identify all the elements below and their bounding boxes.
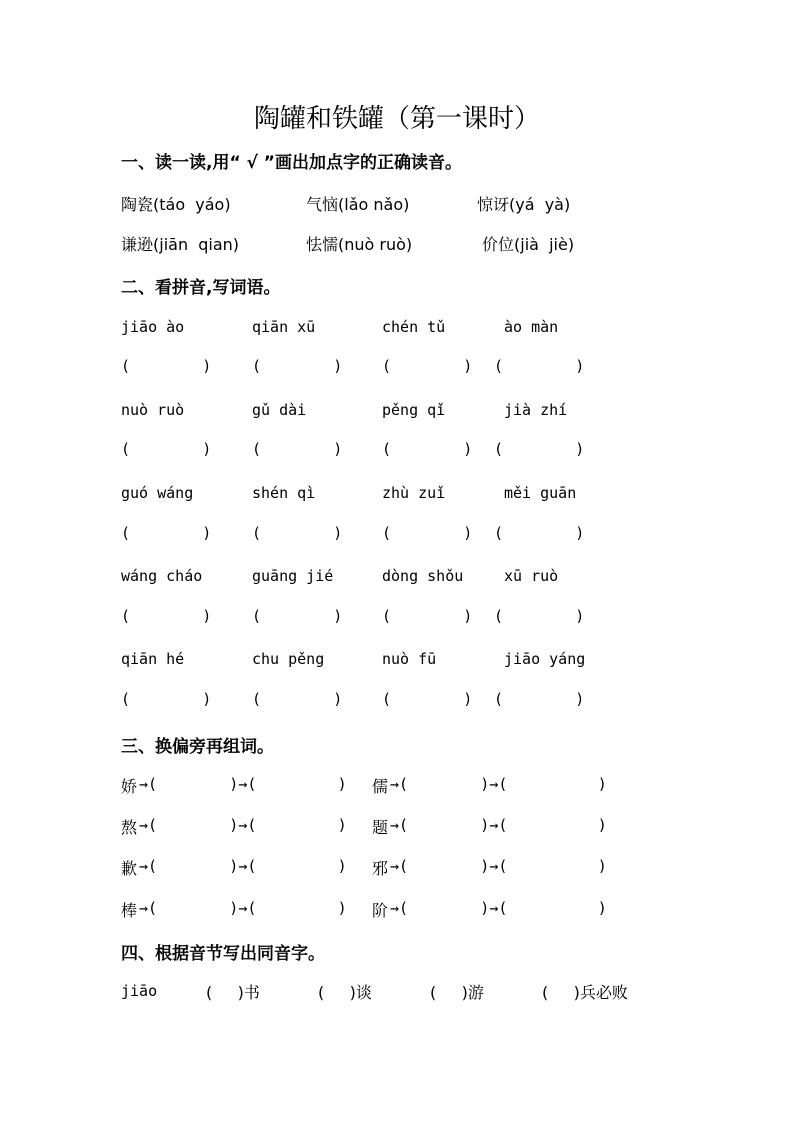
word-chain-blank[interactable]: →( )→( )	[139, 816, 347, 834]
radical-char: 棒	[121, 901, 138, 920]
word-chain-blank[interactable]: →( )→( )	[139, 899, 347, 917]
answer-blank[interactable]: ( )	[121, 690, 212, 708]
answer-blank[interactable]: ( )	[382, 690, 473, 708]
word-chain-blank[interactable]: →( )→( )	[390, 775, 607, 793]
radical-char: 歉	[121, 859, 138, 878]
pinyin-item: měi guān	[504, 484, 577, 502]
pinyin-item: guó wáng	[121, 484, 194, 502]
radical-char: 阶	[372, 901, 389, 920]
section-4-heading: 四、根据音节写出同音字。	[121, 944, 325, 964]
word-chain-blank[interactable]: →( )→( )	[390, 857, 607, 875]
answer-blank[interactable]: ( )	[252, 357, 343, 375]
word-chain-blank[interactable]: →( )→( )	[390, 816, 607, 834]
syllable-label: jiāo	[121, 982, 158, 1000]
homophone-blank[interactable]: ( )书	[206, 983, 260, 1002]
answer-blank[interactable]: ( )	[382, 357, 473, 375]
pinyin-item: zhù zuǐ	[382, 484, 446, 502]
pinyin-item: pěng qǐ	[382, 401, 446, 419]
reading-item: 陶瓷(táo yáo)	[121, 195, 231, 214]
reading-item: 价位(jià jiè)	[482, 235, 575, 254]
section-3-heading: 三、换偏旁再组词。	[121, 737, 274, 757]
radical-char: 娇	[121, 777, 138, 796]
answer-blank[interactable]: ( )	[382, 524, 473, 542]
answer-blank[interactable]: ( )	[494, 524, 585, 542]
pinyin-item: jiāo ào	[121, 318, 185, 336]
pinyin-item: qiān hé	[121, 650, 185, 668]
pinyin-item: qiān xū	[252, 318, 316, 336]
answer-blank[interactable]: ( )	[252, 440, 343, 458]
pinyin-item: shén qì	[252, 484, 316, 502]
radical-char: 儒	[372, 777, 389, 796]
word-chain-blank[interactable]: →( )→( )	[139, 857, 347, 875]
answer-blank[interactable]: ( )	[494, 357, 585, 375]
answer-blank[interactable]: ( )	[252, 690, 343, 708]
answer-blank[interactable]: ( )	[252, 524, 343, 542]
pinyin-item: gǔ dài	[252, 401, 307, 419]
pinyin-item: nuò fū	[382, 650, 437, 668]
pinyin-item: nuò ruò	[121, 401, 185, 419]
word-chain-blank[interactable]: →( )→( )	[390, 899, 607, 917]
answer-blank[interactable]: ( )	[382, 607, 473, 625]
section-1-heading: 一、读一读,用“ √ ”画出加点字的正确读音。	[121, 153, 462, 173]
answer-blank[interactable]: ( )	[121, 607, 212, 625]
answer-blank[interactable]: ( )	[252, 607, 343, 625]
reading-item: 谦逊(jiān qian)	[121, 235, 240, 254]
answer-blank[interactable]: ( )	[382, 440, 473, 458]
pinyin-item: jiāo yáng	[504, 650, 586, 668]
homophone-blank[interactable]: ( )谈	[318, 983, 372, 1002]
pinyin-item: chu pěng	[252, 650, 325, 668]
reading-item: 气恼(lǎo nǎo)	[306, 195, 410, 214]
pinyin-item: wáng cháo	[121, 567, 203, 585]
radical-char: 邪	[372, 859, 389, 878]
radical-char: 熬	[121, 818, 138, 837]
homophone-blank[interactable]: ( )兵必败	[542, 983, 628, 1002]
answer-blank[interactable]: ( )	[494, 440, 585, 458]
page-title: 陶罐和铁罐（第一课时）	[253, 104, 540, 134]
answer-blank[interactable]: ( )	[494, 607, 585, 625]
section-2-heading: 二、看拼音,写词语。	[121, 278, 281, 298]
reading-item: 惊讶(yá yà)	[477, 195, 571, 214]
answer-blank[interactable]: ( )	[494, 690, 585, 708]
answer-blank[interactable]: ( )	[121, 524, 212, 542]
pinyin-item: jià zhí	[504, 401, 568, 419]
reading-item: 怯懦(nuò ruò)	[306, 235, 413, 254]
answer-blank[interactable]: ( )	[121, 357, 212, 375]
homophone-blank[interactable]: ( )游	[430, 983, 484, 1002]
pinyin-item: ào màn	[504, 318, 559, 336]
pinyin-item: dòng shǒu	[382, 567, 464, 585]
answer-blank[interactable]: ( )	[121, 440, 212, 458]
radical-char: 题	[372, 818, 389, 837]
pinyin-item: guāng jié	[252, 567, 334, 585]
word-chain-blank[interactable]: →( )→( )	[139, 775, 347, 793]
pinyin-item: chén tǔ	[382, 318, 446, 336]
pinyin-item: xū ruò	[504, 567, 559, 585]
